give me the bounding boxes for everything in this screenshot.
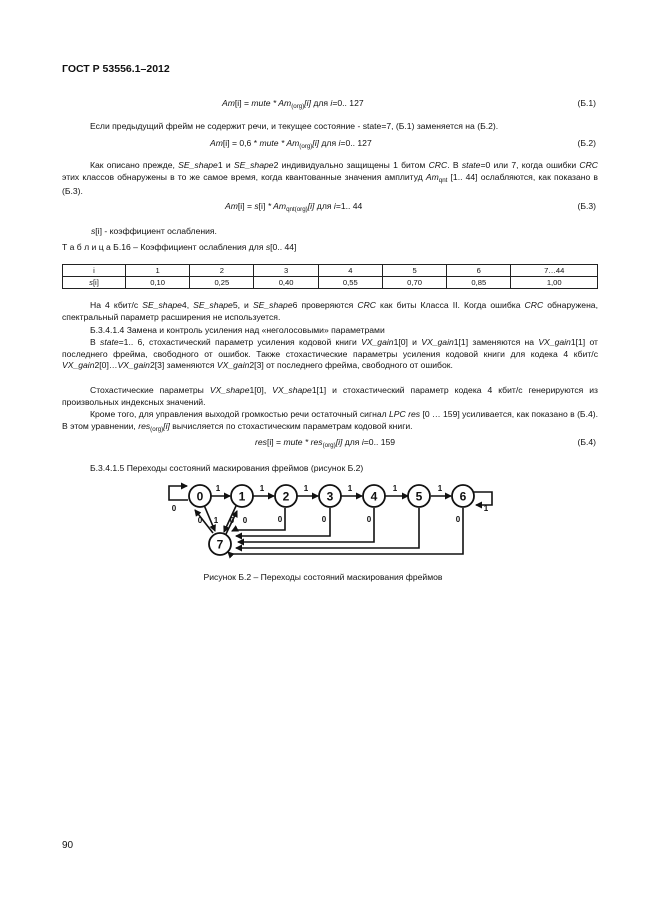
table-cell: 0,55 <box>318 277 382 289</box>
table-caption: Т а б л и ц а Б.16 – Коэффициент ослабления для s[0.. 44] <box>62 242 297 252</box>
table-cell: 0,40 <box>254 277 318 289</box>
edge-label: 0 <box>197 516 203 525</box>
edge-label: 1 <box>483 504 489 513</box>
table-cell: 0,10 <box>126 277 190 289</box>
paragraph-lpc-res: Кроме того, для управления выходой громкостью речи остаточный сигнал LPC res [0 … 159] усиливается, как показано в (Б.4). В этом уравнении, res$_{(org)}$[i] вычисляется по стохастическим параметрам кодовой книги. <box>62 409 598 433</box>
table-header-cell: 7…44 <box>511 265 598 277</box>
section-heading-b3415: Б.3.4.1.5 Переходы состояний маскирования фреймов (рисунок Б.2) <box>90 463 364 473</box>
table-cell: 0,70 <box>382 277 446 289</box>
table-header-cell: 1 <box>126 265 190 277</box>
edge-label: 0 <box>229 516 235 525</box>
paragraph-b1-replace: Если предыдущий фрейм не содержит речи, и текущее состояние - state=7, (Б.1) заменяется на (Б.2). <box>90 121 499 131</box>
edge-label: 1 <box>259 484 265 493</box>
edge-4-7 <box>238 508 374 542</box>
edge-label: 0 <box>277 515 283 524</box>
edge-0-self <box>169 486 188 500</box>
table-row <box>63 277 598 289</box>
edge-label: 1 <box>437 484 443 493</box>
table-header-cell: 4 <box>318 265 382 277</box>
edge-label: 1 <box>392 484 398 493</box>
state-label-4: 4 <box>370 489 378 504</box>
edge-label: 0 <box>321 515 327 524</box>
state-transition-diagram <box>160 478 500 560</box>
equation-b4: res[i] = mute * res$_{(org)}$[i] для i=0.. 159 <box>255 437 396 449</box>
equation-number-b1: (Б.1) <box>577 98 596 108</box>
state-label-1: 1 <box>238 489 246 504</box>
table-cell: 1,00 <box>511 277 598 289</box>
edge-label: 1 <box>215 484 221 493</box>
document-header: ГОСТ Р 53556.1–2012 <box>62 63 170 75</box>
paragraph-4kbit-crc: На 4 кбит/с SE_shape4, SE_shape5, и SE_shape6 проверяются CRC как биты Класса II. Когда ошибка CRC обнаружена, спектральный параметр расширения не используется. <box>62 300 598 322</box>
equation-number-b4: (Б.4) <box>577 437 596 447</box>
table-cell: 0,25 <box>190 277 254 289</box>
paragraph-gain-replace: В state=1.. 6, стохастический параметр усиления кодовой книги VX_gain1[0] и VX_gain1[1] заменяются на VX_gain1[1] от последнего фрейма, свободного от ошибок. Также стохастические параметры усиления кодовой книги для кодека 4 кбит/с VX_gain2[0]…VX_gain2[3] заменяются VX_gain2[3] от последнего фрейма, свободного от ошибок. <box>62 337 598 371</box>
edge-label: 1 <box>347 484 353 493</box>
figure-caption: Рисунок Б.2 – Переходы состояний маскирования фреймов <box>203 572 443 582</box>
paragraph-stochastic-shape: Стохастические параметры VX_shape1[0], VX_shape1[1] и стохастический параметр кодека 4 кбит/с генерируются из произвольных индексных значений. <box>62 385 598 407</box>
equation-number-b2: (Б.2) <box>577 138 596 148</box>
edge-3-7 <box>236 508 330 536</box>
table-header-cell: i <box>63 265 126 277</box>
state-label-0: 0 <box>196 489 204 504</box>
table-cell: 0,85 <box>447 277 511 289</box>
equation-b1: Am[i] = mute * $Am_{(org)}[i]$ для i=0.. 127 <box>222 98 364 110</box>
state-label-2: 2 <box>282 489 290 504</box>
equation-b3: $Am[i] = s[i] * Am_{qnt(org)}[i]$ для i=1.. 44 <box>225 201 363 213</box>
state-label-5: 5 <box>415 489 423 504</box>
attenuation-table <box>62 264 598 289</box>
state-label-3: 3 <box>326 489 334 504</box>
edge-label: 0 <box>366 515 372 524</box>
equation-number-b3: (Б.3) <box>577 201 596 211</box>
state-label-6: 6 <box>459 489 467 504</box>
paragraph-crc-attenuation: Как описано прежде, SE_shape1 и SE_shape2 индивидуально защищены 1 битом CRC. В state=0 или 7, когда ошибки CRC этих классов обнаружены в то же самое время, когда квантованные значения амплитуд $Am_{qnt}$ [1.. 44] ослабляются, как показано в (Б.3). <box>62 160 598 197</box>
edge-label: 0 <box>242 516 248 525</box>
edge-6-7 <box>228 508 463 554</box>
table-header-cell: 6 <box>447 265 511 277</box>
state-label-7: 7 <box>216 537 224 552</box>
edge-label: 0 <box>171 504 177 513</box>
table-header-cell: 5 <box>382 265 446 277</box>
section-heading-b3414: Б.3.4.1.4 Замена и контроль усиления над «неголосовыми» параметрами <box>90 325 385 335</box>
table-header-cell: 3 <box>254 265 318 277</box>
table-row-label: s[i] <box>63 277 126 289</box>
page-number: 90 <box>62 840 74 851</box>
table-header-cell: 2 <box>190 265 254 277</box>
edge-label: 1 <box>303 484 309 493</box>
table-header-row <box>63 265 598 277</box>
edge-label: 1 <box>213 516 219 525</box>
edge-label: 0 <box>455 515 461 524</box>
paragraph-attenuation-coef: s[i] - коэффициент ослабления. <box>91 226 217 236</box>
equation-b2: Am[i] = 0,6 * mute * $Am_{(org)}[i]$ для i=0.. 127 <box>210 138 372 150</box>
